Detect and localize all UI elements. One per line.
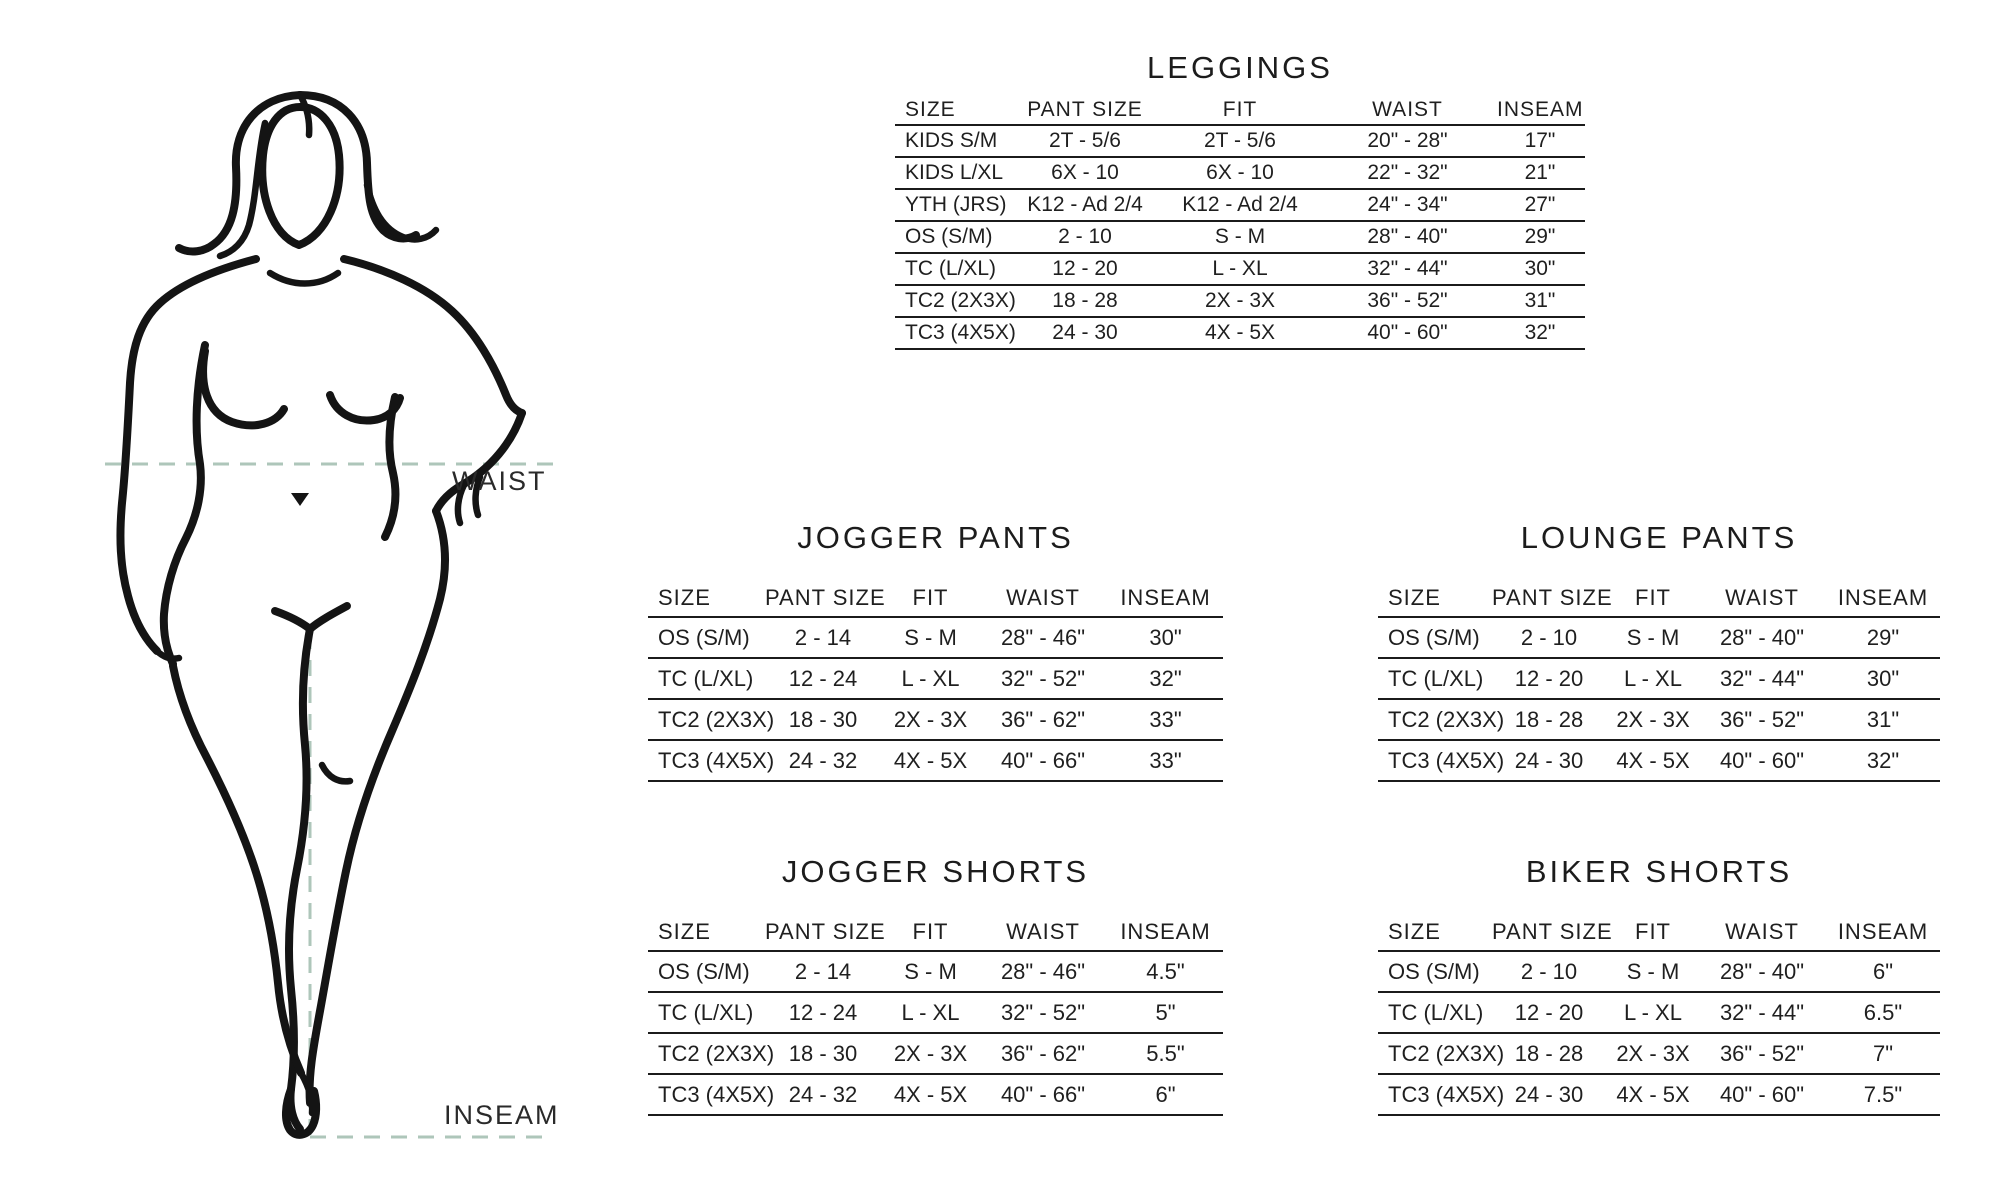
table-row: [648, 1033, 1223, 1074]
column-header: FIT: [1160, 96, 1320, 125]
table-cell: 28" - 46": [978, 617, 1108, 658]
column-header: FIT: [1608, 914, 1698, 951]
leggings-table-section: [895, 48, 1585, 350]
column-header: WAIST: [1320, 96, 1495, 125]
table-row: [895, 157, 1585, 189]
body-figure-drawing: [60, 45, 560, 1155]
table-cell: 32" - 44": [1698, 658, 1826, 699]
table-cell: S - M: [1160, 221, 1320, 253]
table-cell: 32": [1826, 740, 1940, 781]
table-cell: 4X - 5X: [883, 1074, 978, 1115]
table-row: [648, 992, 1223, 1033]
column-header: SIZE: [1378, 914, 1490, 951]
table-cell: S - M: [883, 951, 978, 992]
table-cell: 12 - 24: [763, 658, 883, 699]
table-row: [895, 221, 1585, 253]
biker-shorts-table-section: [1378, 852, 1940, 1116]
table-cell: 6X - 10: [1010, 157, 1160, 189]
table-cell: 2 - 10: [1010, 221, 1160, 253]
column-header: INSEAM: [1108, 580, 1223, 617]
table-cell: 24 - 32: [763, 740, 883, 781]
table-cell: 4X - 5X: [1608, 740, 1698, 781]
table-cell: 18 - 28: [1490, 699, 1608, 740]
column-header: INSEAM: [1826, 914, 1940, 951]
table-cell: 28" - 40": [1698, 617, 1826, 658]
table-cell: TC3 (4X5X): [895, 317, 1010, 349]
column-header: WAIST: [978, 580, 1108, 617]
table-cell: S - M: [1608, 617, 1698, 658]
table-cell: TC2 (2X3X): [1378, 1033, 1490, 1074]
table-cell: 40" - 60": [1698, 740, 1826, 781]
table-cell: 18 - 28: [1010, 285, 1160, 317]
column-header: WAIST: [978, 914, 1108, 951]
table-cell: S - M: [1608, 951, 1698, 992]
table-cell: TC (L/XL): [1378, 992, 1490, 1033]
table-cell: 4X - 5X: [883, 740, 978, 781]
left-torso-inner-line: [164, 345, 205, 664]
table-row: [895, 125, 1585, 157]
table-cell: KIDS L/XL: [895, 157, 1010, 189]
left-leg-outline: [173, 666, 301, 1073]
knee-accent-curve: [322, 765, 350, 781]
table-cell: 18 - 30: [763, 1033, 883, 1074]
table-cell: K12 - Ad 2/4: [1160, 189, 1320, 221]
table-row: [648, 951, 1223, 992]
table-cell: 6.5": [1826, 992, 1940, 1033]
table-cell: TC2 (2X3X): [895, 285, 1010, 317]
column-header: SIZE: [895, 96, 1010, 125]
table-row: [1378, 1074, 1940, 1115]
table-row: [895, 317, 1585, 349]
table-cell: 40" - 66": [978, 740, 1108, 781]
table-cell: 31": [1495, 285, 1585, 317]
jogger-pants-title: JOGGER PANTS: [797, 520, 1074, 555]
table-row: [1378, 699, 1940, 740]
table-cell: TC3 (4X5X): [1378, 1074, 1490, 1115]
column-header: INSEAM: [1108, 914, 1223, 951]
table-cell: L - XL: [883, 658, 978, 699]
table-cell: OS (S/M): [1378, 617, 1490, 658]
table-cell: TC3 (4X5X): [648, 1074, 763, 1115]
table-cell: 24 - 32: [763, 1074, 883, 1115]
column-header: PANT SIZE: [1010, 96, 1160, 125]
table-row: [1378, 740, 1940, 781]
column-header: FIT: [1608, 580, 1698, 617]
table-row: [1378, 617, 1940, 658]
table-cell: TC2 (2X3X): [1378, 699, 1490, 740]
column-header: WAIST: [1698, 914, 1826, 951]
column-header: PANT SIZE: [1490, 580, 1608, 617]
lounge-pants-table: [1378, 580, 1940, 782]
table-cell: 5": [1108, 992, 1223, 1033]
crotch-line-left: [275, 611, 310, 629]
inseam-label: INSEAM: [444, 1100, 560, 1130]
table-cell: TC (L/XL): [648, 992, 763, 1033]
table-cell: 32" - 52": [978, 658, 1108, 699]
table-cell: 40" - 66": [978, 1074, 1108, 1115]
column-header: PANT SIZE: [1490, 914, 1608, 951]
neck-collar-line: [270, 273, 338, 284]
table-cell: 2 - 10: [1490, 617, 1608, 658]
table-cell: YTH (JRS): [895, 189, 1010, 221]
table-cell: 6X - 10: [1160, 157, 1320, 189]
table-cell: 2X - 3X: [1608, 1033, 1698, 1074]
header-row: [648, 580, 1223, 617]
table-row: [648, 699, 1223, 740]
table-cell: 18 - 28: [1490, 1033, 1608, 1074]
table-cell: 30": [1826, 658, 1940, 699]
table-cell: 32" - 44": [1320, 253, 1495, 285]
crotch-line-right: [310, 606, 347, 629]
face-outline: [262, 107, 339, 245]
table-cell: L - XL: [1160, 253, 1320, 285]
table-cell: L - XL: [883, 992, 978, 1033]
table-cell: TC (L/XL): [895, 253, 1010, 285]
table-row: [1378, 658, 1940, 699]
jogger-shorts-title: JOGGER SHORTS: [781, 854, 1090, 889]
right-arm-outline: [344, 259, 522, 413]
left-arm-outline: [120, 259, 256, 651]
table-cell: 33": [1108, 699, 1223, 740]
table-cell: 20" - 28": [1320, 125, 1495, 157]
table-cell: OS (S/M): [648, 951, 763, 992]
header-row: [895, 96, 1585, 125]
table-cell: 32": [1495, 317, 1585, 349]
table-cell: 2T - 5/6: [1160, 125, 1320, 157]
table-cell: 30": [1495, 253, 1585, 285]
table-cell: 28" - 40": [1698, 951, 1826, 992]
table-cell: 24 - 30: [1490, 1074, 1608, 1115]
table-cell: 32": [1108, 658, 1223, 699]
header-row: [1378, 914, 1940, 951]
header-row: [648, 914, 1223, 951]
column-header: FIT: [883, 914, 978, 951]
table-cell: KIDS S/M: [895, 125, 1010, 157]
column-header: SIZE: [1378, 580, 1490, 617]
column-header: SIZE: [648, 580, 763, 617]
right-leg-outline: [310, 511, 445, 1103]
table-cell: 40" - 60": [1320, 317, 1495, 349]
table-cell: 5.5": [1108, 1033, 1223, 1074]
leggings-title: LEGGINGS: [1147, 50, 1333, 85]
lounge-pants-table-section: [1378, 518, 1940, 782]
table-cell: TC3 (4X5X): [1378, 740, 1490, 781]
table-cell: 17": [1495, 125, 1585, 157]
table-cell: TC (L/XL): [1378, 658, 1490, 699]
table-cell: 29": [1826, 617, 1940, 658]
column-header: INSEAM: [1495, 96, 1585, 125]
table-cell: 4.5": [1108, 951, 1223, 992]
table-cell: 2X - 3X: [1160, 285, 1320, 317]
table-cell: 36" - 62": [978, 699, 1108, 740]
column-header: INSEAM: [1826, 580, 1940, 617]
table-cell: 31": [1826, 699, 1940, 740]
table-cell: 12 - 24: [763, 992, 883, 1033]
table-cell: OS (S/M): [895, 221, 1010, 253]
table-cell: L - XL: [1608, 992, 1698, 1033]
table-cell: TC2 (2X3X): [648, 1033, 763, 1074]
table-row: [648, 740, 1223, 781]
table-cell: 18 - 30: [763, 699, 883, 740]
table-cell: 12 - 20: [1490, 992, 1608, 1033]
table-row: [648, 1074, 1223, 1115]
table-cell: 4X - 5X: [1608, 1074, 1698, 1115]
header-row: [1378, 580, 1940, 617]
table-cell: 12 - 20: [1010, 253, 1160, 285]
waist-label: WAIST: [452, 466, 547, 496]
table-cell: 36" - 52": [1698, 699, 1826, 740]
table-cell: K12 - Ad 2/4: [1010, 189, 1160, 221]
table-cell: 24" - 34": [1320, 189, 1495, 221]
table-cell: 24 - 30: [1010, 317, 1160, 349]
table-cell: 2 - 14: [763, 617, 883, 658]
column-header: FIT: [883, 580, 978, 617]
table-cell: 7": [1826, 1033, 1940, 1074]
jogger-pants-table-section: [648, 518, 1223, 782]
table-cell: 21": [1495, 157, 1585, 189]
table-cell: 36" - 52": [1698, 1033, 1826, 1074]
table-row: [895, 189, 1585, 221]
table-cell: 2X - 3X: [883, 699, 978, 740]
table-cell: 6": [1108, 1074, 1223, 1115]
table-cell: 2 - 10: [1490, 951, 1608, 992]
jogger-pants-table: [648, 580, 1223, 782]
table-cell: OS (S/M): [648, 617, 763, 658]
table-cell: 33": [1108, 740, 1223, 781]
table-row: [895, 285, 1585, 317]
navel-mark: [291, 493, 309, 506]
leggings-table: [895, 96, 1585, 350]
lounge-pants-title: LOUNGE PANTS: [1520, 520, 1798, 555]
table-row: [1378, 951, 1940, 992]
table-row: [1378, 1033, 1940, 1074]
table-row: [648, 617, 1223, 658]
table-cell: 22" - 32": [1320, 157, 1495, 189]
table-cell: 28" - 40": [1320, 221, 1495, 253]
table-cell: 2T - 5/6: [1010, 125, 1160, 157]
table-cell: 32" - 52": [978, 992, 1108, 1033]
table-cell: 36" - 62": [978, 1033, 1108, 1074]
table-cell: OS (S/M): [1378, 951, 1490, 992]
table-cell: 40" - 60": [1698, 1074, 1826, 1115]
table-cell: 28" - 46": [978, 951, 1108, 992]
figure-illustration: [60, 45, 560, 1155]
table-cell: TC (L/XL): [648, 658, 763, 699]
left-breast-curve: [203, 351, 284, 425]
table-cell: 24 - 30: [1490, 740, 1608, 781]
hair-part-line: [300, 95, 309, 135]
table-cell: L - XL: [1608, 658, 1698, 699]
jogger-shorts-table-section: [648, 852, 1223, 1116]
column-header: PANT SIZE: [763, 580, 883, 617]
table-cell: 36" - 52": [1320, 285, 1495, 317]
table-cell: 30": [1108, 617, 1223, 658]
table-cell: 29": [1495, 221, 1585, 253]
biker-shorts-title: BIKER SHORTS: [1525, 854, 1793, 889]
table-cell: 7.5": [1826, 1074, 1940, 1115]
column-header: WAIST: [1698, 580, 1826, 617]
table-cell: 2 - 14: [763, 951, 883, 992]
column-header: SIZE: [648, 914, 763, 951]
column-header: PANT SIZE: [763, 914, 883, 951]
table-cell: 4X - 5X: [1160, 317, 1320, 349]
table-cell: 2X - 3X: [883, 1033, 978, 1074]
table-cell: 6": [1826, 951, 1940, 992]
table-cell: TC3 (4X5X): [648, 740, 763, 781]
table-cell: TC2 (2X3X): [648, 699, 763, 740]
biker-shorts-table: [1378, 914, 1940, 1116]
jogger-shorts-table: [648, 914, 1223, 1116]
table-cell: 2X - 3X: [1608, 699, 1698, 740]
table-row: [648, 658, 1223, 699]
table-cell: 32" - 44": [1698, 992, 1826, 1033]
table-cell: 27": [1495, 189, 1585, 221]
table-cell: 12 - 20: [1490, 658, 1608, 699]
table-cell: S - M: [883, 617, 978, 658]
table-row: [895, 253, 1585, 285]
hair-right-inner-stroke: [367, 185, 436, 239]
table-row: [1378, 992, 1940, 1033]
